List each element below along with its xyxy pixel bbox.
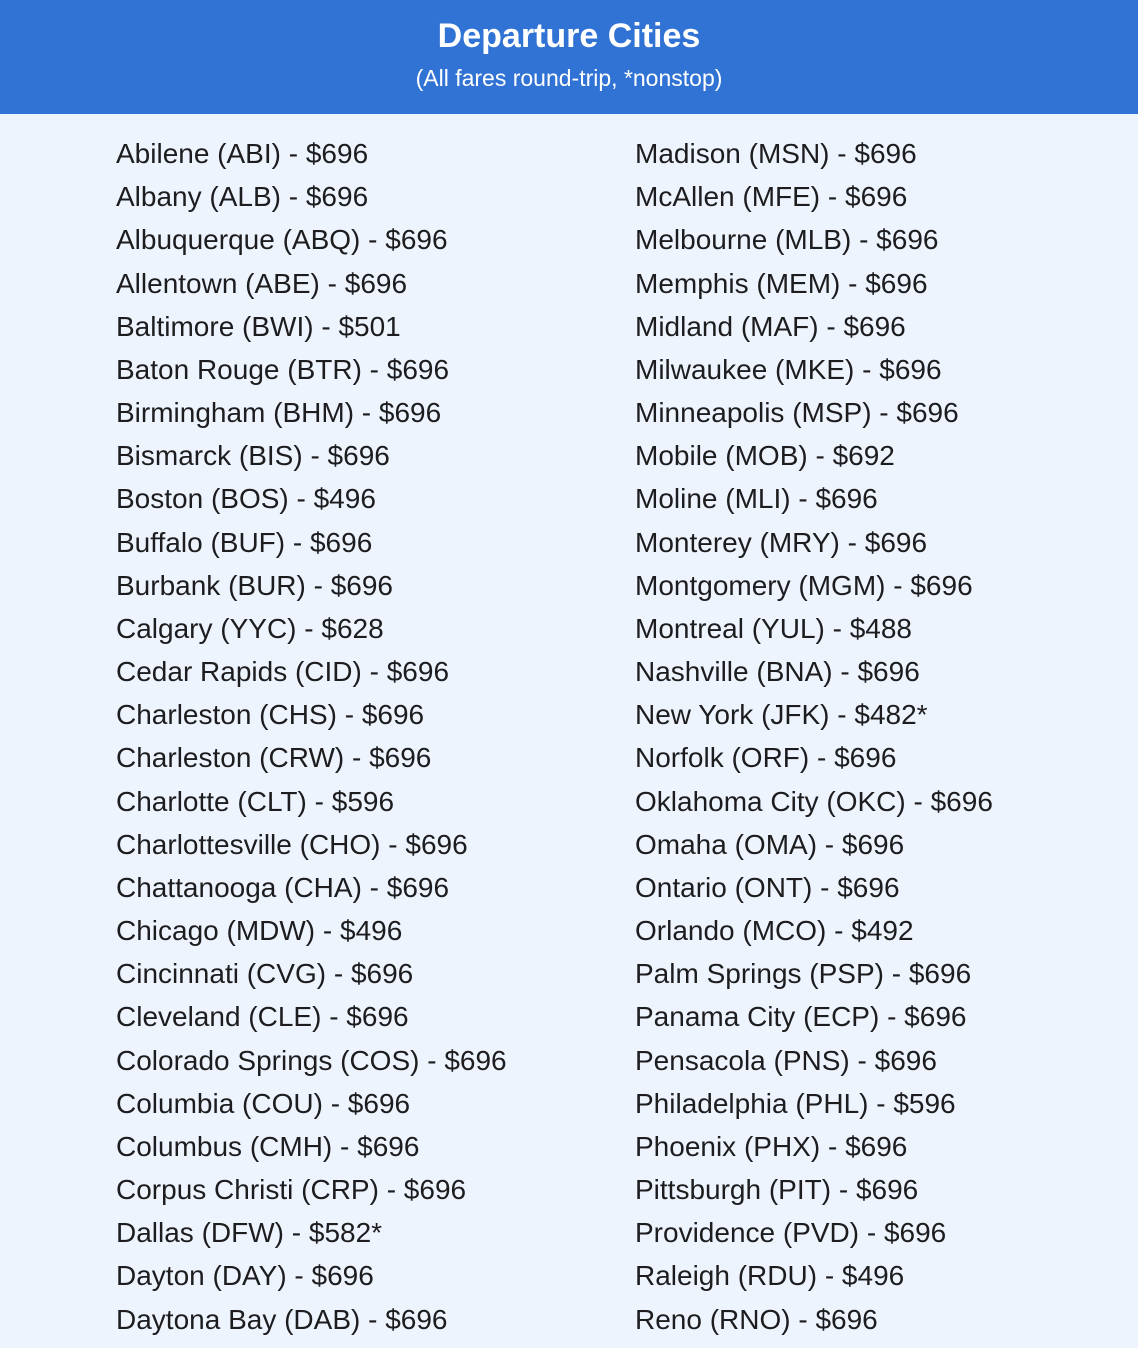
city-fare-item: Ontario (ONT) - $696 (635, 871, 900, 903)
city-fare-item: Colorado Springs (COS) - $696 (116, 1044, 507, 1076)
city-fare-item: Pittsburgh (PIT) - $696 (635, 1174, 919, 1206)
city-fare-item: Monterey (MRY) - $696 (635, 526, 928, 558)
city-fare-item: Baton Rouge (BTR) - $696 (116, 353, 450, 385)
city-fare-item: Mobile (MOB) - $692 (635, 440, 895, 472)
city-fare-item: Columbia (COU) - $696 (116, 1087, 411, 1119)
city-fare-item: Orlando (MCO) - $492 (635, 915, 914, 947)
city-fare-item: Moline (MLI) - $696 (635, 483, 878, 515)
city-fare-item: Chicago (MDW) - $496 (116, 915, 403, 947)
city-fare-item: Chattanooga (CHA) - $696 (116, 871, 450, 903)
city-fare-item: Boston (BOS) - $496 (116, 483, 376, 515)
city-fare-item: Nashville (BNA) - $696 (635, 656, 920, 688)
city-fare-item: Charleston (CRW) - $696 (116, 742, 432, 774)
city-fare-item: Montreal (YUL) - $488 (635, 612, 913, 644)
page-subtitle: (All fares round-trip, *nonstop) (415, 65, 723, 91)
city-fare-item: Reno (RNO) - $696 (635, 1303, 878, 1335)
city-fare-item: Corpus Christi (CRP) - $696 (116, 1174, 467, 1206)
city-fare-item: McAllen (MFE) - $696 (635, 181, 908, 213)
city-fare-item: Milwaukee (MKE) - $696 (635, 353, 942, 385)
city-fare-item: Panama City (ECP) - $696 (635, 1001, 967, 1033)
city-fare-item: Burbank (BUR) - $696 (116, 569, 394, 601)
city-fare-item: Dallas (DFW) - $582* (116, 1217, 383, 1249)
city-fare-item: Montgomery (MGM) - $696 (635, 569, 973, 601)
page-title: Departure Cities (437, 17, 701, 55)
city-fare-item: Charlottesville (CHO) - $696 (116, 828, 468, 860)
city-fare-item: Buffalo (BUF) - $696 (116, 526, 373, 558)
city-fare-item: Phoenix (PHX) - $696 (635, 1130, 908, 1162)
city-list-right (635, 132, 993, 1341)
header-banner (0, 0, 1138, 114)
city-fare-item: Oklahoma City (OKC) - $696 (635, 785, 993, 817)
city-fare-item: Daytona Bay (DAB) - $696 (116, 1303, 448, 1335)
city-fare-item: Columbus (CMH) - $696 (116, 1130, 420, 1162)
city-fare-item: Melbourne (MLB) - $696 (635, 224, 939, 256)
city-fare-item: Cleveland (CLE) - $696 (116, 1001, 409, 1033)
city-fare-item: Charlotte (CLT) - $596 (116, 785, 395, 817)
city-fare-item: Dayton (DAY) - $696 (116, 1260, 374, 1292)
city-fare-item: Palm Springs (PSP) - $696 (635, 958, 972, 990)
city-fare-item: Omaha (OMA) - $696 (635, 828, 905, 860)
city-fare-item: Allentown (ABE) - $696 (116, 267, 408, 299)
city-fare-item: New York (JFK) - $482* (635, 699, 928, 731)
city-fare-item: Memphis (MEM) - $696 (635, 267, 928, 299)
city-fare-item: Albany (ALB) - $696 (116, 181, 369, 213)
city-fare-item: Madison (MSN) - $696 (635, 138, 917, 169)
city-fare-item: Pensacola (PNS) - $696 (635, 1044, 937, 1076)
city-fare-item: Philadelphia (PHL) - $596 (635, 1087, 956, 1119)
city-fare-item: Midland (MAF) - $696 (635, 310, 906, 342)
city-fare-item: Abilene (ABI) - $696 (116, 138, 369, 169)
city-fare-item: Birmingham (BHM) - $696 (116, 397, 442, 429)
city-list-left (116, 132, 507, 1341)
city-fare-item: Raleigh (RDU) - $496 (635, 1260, 905, 1292)
city-fare-item: Albuquerque (ABQ) - $696 (116, 224, 448, 256)
city-fare-item: Cincinnati (CVG) - $696 (116, 958, 414, 990)
city-fare-item: Providence (PVD) - $696 (635, 1217, 947, 1249)
city-fare-item: Calgary (YYC) - $628 (116, 612, 384, 644)
city-fare-item: Bismarck (BIS) - $696 (116, 440, 390, 472)
city-fare-item: Cedar Rapids (CID) - $696 (116, 656, 450, 688)
city-fare-item: Norfolk (ORF) - $696 (635, 742, 897, 774)
city-fare-item: Charleston (CHS) - $696 (116, 699, 425, 731)
city-fare-item: Baltimore (BWI) - $501 (116, 310, 401, 342)
city-fare-item: Minneapolis (MSP) - $696 (635, 397, 959, 429)
